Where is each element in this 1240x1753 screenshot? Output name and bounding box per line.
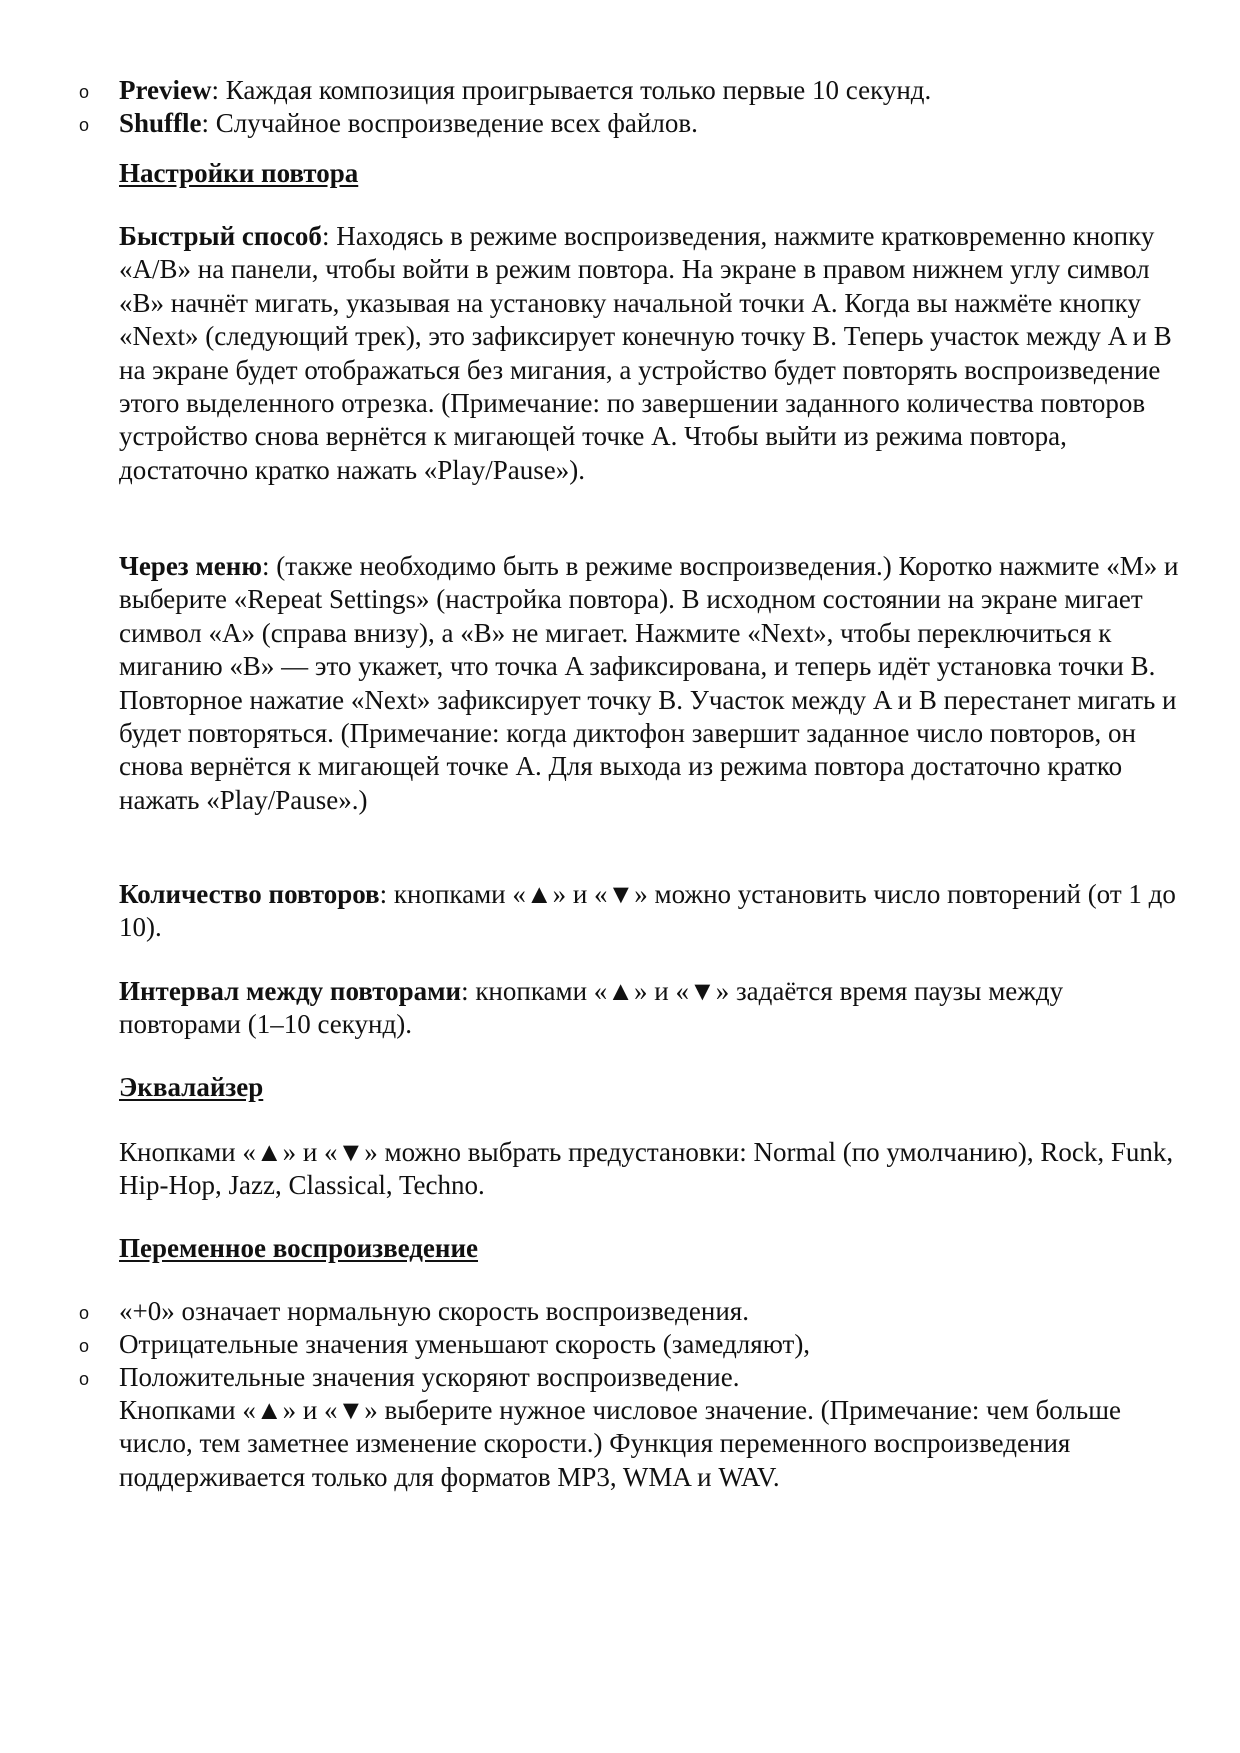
heading-equalizer: Эквалайзер	[119, 1072, 264, 1102]
term-shuffle: Shuffle	[119, 108, 202, 138]
preview-description: : Каждая композиция проигрывается только первые 10 секунд.	[211, 75, 932, 105]
list-item-normal-speed	[79, 1295, 1179, 1328]
quick-method-text: : Находясь в режиме воспроизведения, нажмите кратковременно кнопку «A/B» на панели, чтобы войти в режим повтора. На экране в правом нижнем углу символ «B» начнёт мигать, указывая на установку начальной точки A. Когда вы нажмёте кнопку «Next» (следующий трек), это зафиксирует конечную точку B. Теперь участок между A и B на экране будет отображаться без мигания, а устройство будет повторять воспроизведение этого выделенного отрезка. (Примечание: по завершении заданного количества повторов устройство снова вернётся к мигающей точке A. Чтобы выйти из режима повтора, достаточно кратко нажать «Play/Pause»).	[119, 221, 1172, 485]
paragraph-equalizer: Кнопками «▲» и «▼» можно выбрать предустановки: Normal (по умолчанию), Rock, Funk, Hip-Hop, Jazz, Classical, Techno.	[119, 1137, 1174, 1201]
list-item-shuffle	[79, 107, 1179, 140]
term-preview: Preview	[119, 75, 212, 105]
list-item-preview	[79, 74, 1179, 107]
term-repeat-count: Количество повторов	[119, 879, 380, 909]
term-quick-method: Быстрый способ	[119, 221, 322, 251]
bullet-icon: o	[79, 115, 90, 135]
normal-speed-text: «+0» означает нормальную скорость воспроизведения.	[119, 1296, 749, 1326]
bullet-icon: o	[79, 82, 90, 102]
term-menu-method: Через меню	[119, 551, 262, 581]
paragraph-variable-note: Кнопками «▲» и «▼» выберите нужное числовое значение. (Примечание: чем больше число, тем заметнее изменение скорости.) Функция переменного воспроизведения поддерживается только для форматов MP3, WMA и WAV.	[119, 1395, 1121, 1492]
negative-values-text: Отрицательные значения уменьшают скорость (замедляют),	[119, 1329, 811, 1359]
list-item-positive-values	[79, 1361, 1179, 1394]
bullet-icon: o	[79, 1336, 90, 1356]
repeat-interval-text: : кнопками «▲» и «▼» задаётся время паузы между повторами (1–10 секунд).	[119, 976, 1064, 1040]
list-item-negative-values	[79, 1328, 1179, 1361]
shuffle-description: : Случайное воспроизведение всех файлов.	[201, 108, 698, 138]
paragraph-menu-method	[119, 550, 1179, 817]
repeat-count-text: : кнопками «▲» и «▼» можно установить число повторений (от 1 до 10).	[119, 879, 1176, 943]
paragraph-repeat-count	[119, 878, 1179, 945]
menu-method-text: : (также необходимо быть в режиме воспроизведения.) Коротко нажмите «M» и выберите «Repeat Settings» (настройка повтора). В исходном состоянии на экране мигает символ «A» (справа внизу), а «B» не мигает. Нажмите «Next», чтобы переключиться к миганию «B» — это укажет, что точка A зафиксирована, и теперь идёт установка точки B. Повторное нажатие «Next» зафиксирует точку B. Участок между A и B перестанет мигать и будет повторяться. (Примечание: когда диктофон завершит заданное число повторов, он снова вернётся к мигающей точке A. Для выхода из режима повтора достаточно кратко нажать «Play/Pause».)	[119, 551, 1179, 815]
term-repeat-interval: Интервал между повторами	[119, 976, 462, 1006]
heading-repeat-settings: Настройки повтора	[119, 158, 359, 188]
bullet-icon: o	[79, 1303, 90, 1323]
paragraph-quick-method	[119, 220, 1179, 487]
heading-variable-playback: Переменное воспроизведение	[119, 1233, 479, 1263]
paragraph-repeat-interval	[119, 975, 1179, 1042]
positive-values-text: Положительные значения ускоряют воспроизведение.	[119, 1362, 740, 1392]
bullet-icon: o	[79, 1369, 90, 1389]
